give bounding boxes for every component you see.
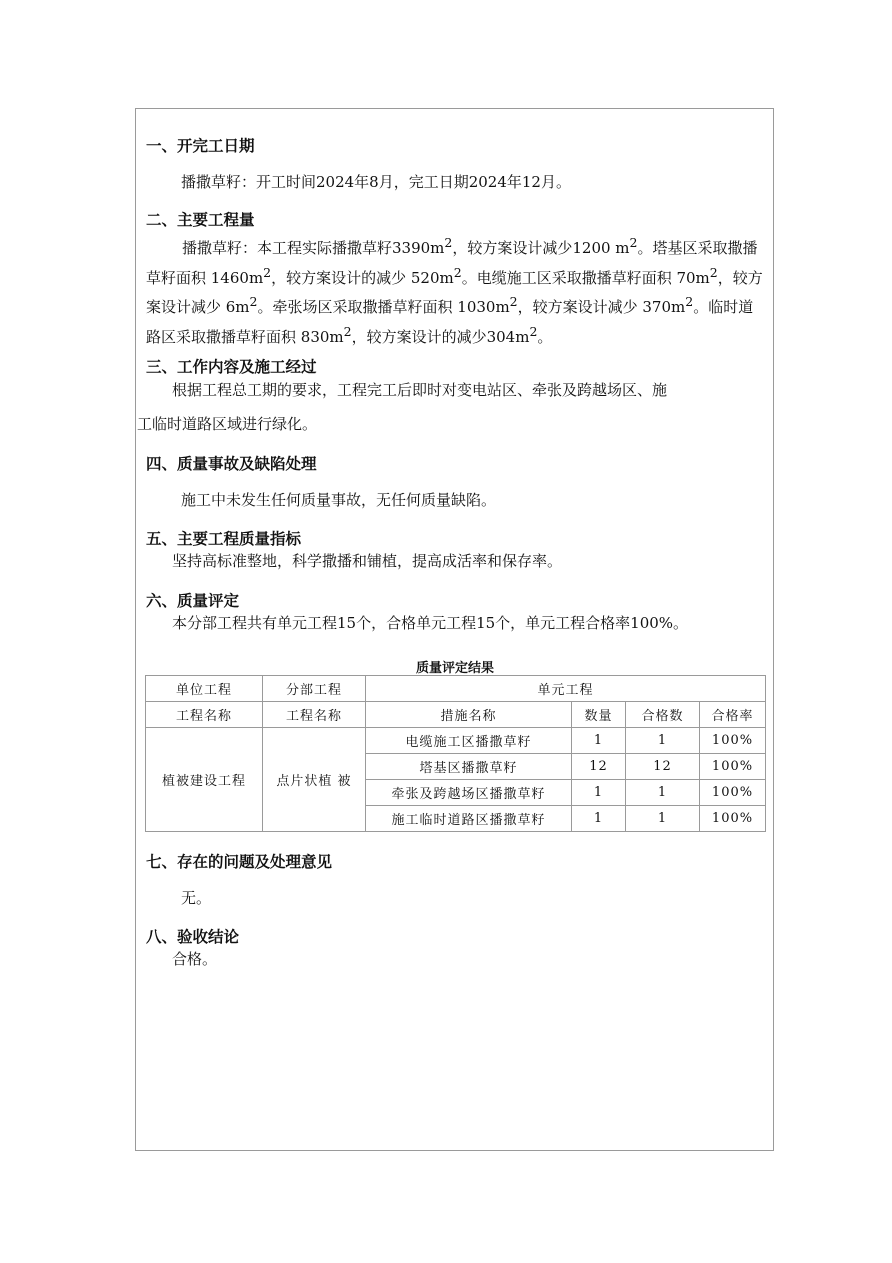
rate-cell: 100%	[700, 806, 766, 832]
measure-name-cell: 牵张及跨越场区播撒草籽	[366, 780, 572, 806]
s2-sup-4: 2	[453, 264, 462, 280]
section-2-paragraph	[146, 231, 766, 349]
s2-text-4: ，较方案设计的减少 520m	[271, 268, 454, 287]
section-3-line-2: 工临时道路区域进行绿化。	[137, 415, 318, 433]
section-4-text: 施工中未发生任何质量事故，无任何质量缺陷。	[181, 491, 497, 509]
qualified-cell: 1	[626, 728, 700, 754]
rate-cell: 100%	[700, 728, 766, 754]
section-1-text: 播撒草籽：开工时间2024年8月，完工日期2024年12月。	[181, 173, 571, 191]
section-8-heading: 八、验收结论	[146, 927, 240, 946]
header-measure-name: 措施名称	[366, 702, 572, 728]
s2-sup-1: 2	[444, 235, 453, 250]
count-cell: 1	[572, 806, 626, 832]
count-cell: 1	[572, 780, 626, 806]
s2-sup-10: 2	[529, 323, 538, 339]
header-unit-project: 单位工程	[146, 676, 263, 702]
section-1-heading: 一、开完工日期	[146, 136, 255, 155]
measure-name-cell: 施工临时道路区播撒草籽	[366, 806, 572, 832]
section-7-text: 无。	[181, 889, 212, 907]
qualified-cell: 12	[626, 754, 700, 780]
table-row	[146, 728, 766, 754]
header-element-project: 单元工程	[366, 676, 766, 702]
s2-text-9: 。临时道路区采取撒播草籽面积 830m	[146, 298, 754, 346]
table-header-row-2	[146, 702, 766, 728]
s2-text-1: 播撒草籽：本工程实际播撒草籽3390m	[182, 239, 445, 257]
measure-name-cell: 塔基区播撒草籽	[366, 754, 572, 780]
s2-sup-6: 2	[249, 294, 258, 309]
qualified-cell: 1	[626, 780, 700, 806]
s2-text-3: 。塔基区采取撒播草籽面积 1460m	[146, 239, 758, 287]
s2-text-2: ，较方案设计减少1200 m	[452, 239, 630, 257]
section-5-text: 坚持高标准整地，科学撒播和铺植，提高成活率和保存率。	[172, 552, 563, 570]
table-header-row-1	[146, 676, 766, 702]
count-cell: 12	[572, 754, 626, 780]
quality-table	[145, 675, 766, 832]
count-cell: 1	[572, 728, 626, 754]
s2-sup-3: 2	[263, 264, 272, 280]
section-4-heading: 四、质量事故及缺陷处理	[146, 454, 317, 473]
s2-sup-7: 2	[509, 294, 518, 309]
qualified-cell: 1	[626, 806, 700, 832]
section-5-heading: 五、主要工程质量指标	[146, 529, 302, 548]
s2-sup-8: 2	[685, 294, 694, 309]
section-6-text: 本分部工程共有单元工程15个，合格单元工程15个，单元工程合格率100%。	[172, 614, 689, 632]
unit-project-name: 植被建设工程	[146, 728, 263, 832]
section-6-heading: 六、质量评定	[146, 591, 240, 610]
header-qualified-count: 合格数	[626, 702, 700, 728]
s2-text-11: 。	[537, 327, 553, 346]
section-8-text: 合格。	[172, 950, 218, 968]
section-2-heading: 二、主要工程量	[146, 210, 255, 229]
header-count: 数量	[572, 702, 626, 728]
section-3-line-1: 根据工程总工期的要求，工程完工后即时对变电站区、牵张及跨越场区、施	[172, 381, 668, 399]
s2-text-6: ，较方案设计减少 6m	[146, 268, 763, 316]
header-project-name-2: 工程名称	[263, 702, 366, 728]
s2-sup-9: 2	[343, 323, 352, 339]
header-project-name-1: 工程名称	[146, 702, 263, 728]
rate-cell: 100%	[700, 754, 766, 780]
section-7-heading: 七、存在的问题及处理意见	[146, 852, 333, 871]
s2-text-5: 。电缆施工区采取撒播草籽面积 70m	[461, 268, 710, 287]
s2-text-7: 。牵张场区采取撒播草籽面积 1030m	[257, 298, 510, 316]
header-sub-project: 分部工程	[263, 676, 366, 702]
sub-project-name: 点片状植 被	[263, 728, 366, 832]
table-caption: 质量评定结果	[415, 661, 494, 676]
section-3-heading: 三、工作内容及施工经过	[146, 357, 317, 376]
s2-text-10: ，较方案设计的减少304m	[351, 327, 530, 346]
measure-name-cell: 电缆施工区播撒草籽	[366, 728, 572, 754]
rate-cell: 100%	[700, 780, 766, 806]
header-pass-rate: 合格率	[700, 702, 766, 728]
s2-text-8: ，较方案设计减少 370m	[517, 298, 686, 316]
s2-sup-2: 2	[629, 235, 638, 250]
s2-sup-5: 2	[709, 264, 718, 280]
